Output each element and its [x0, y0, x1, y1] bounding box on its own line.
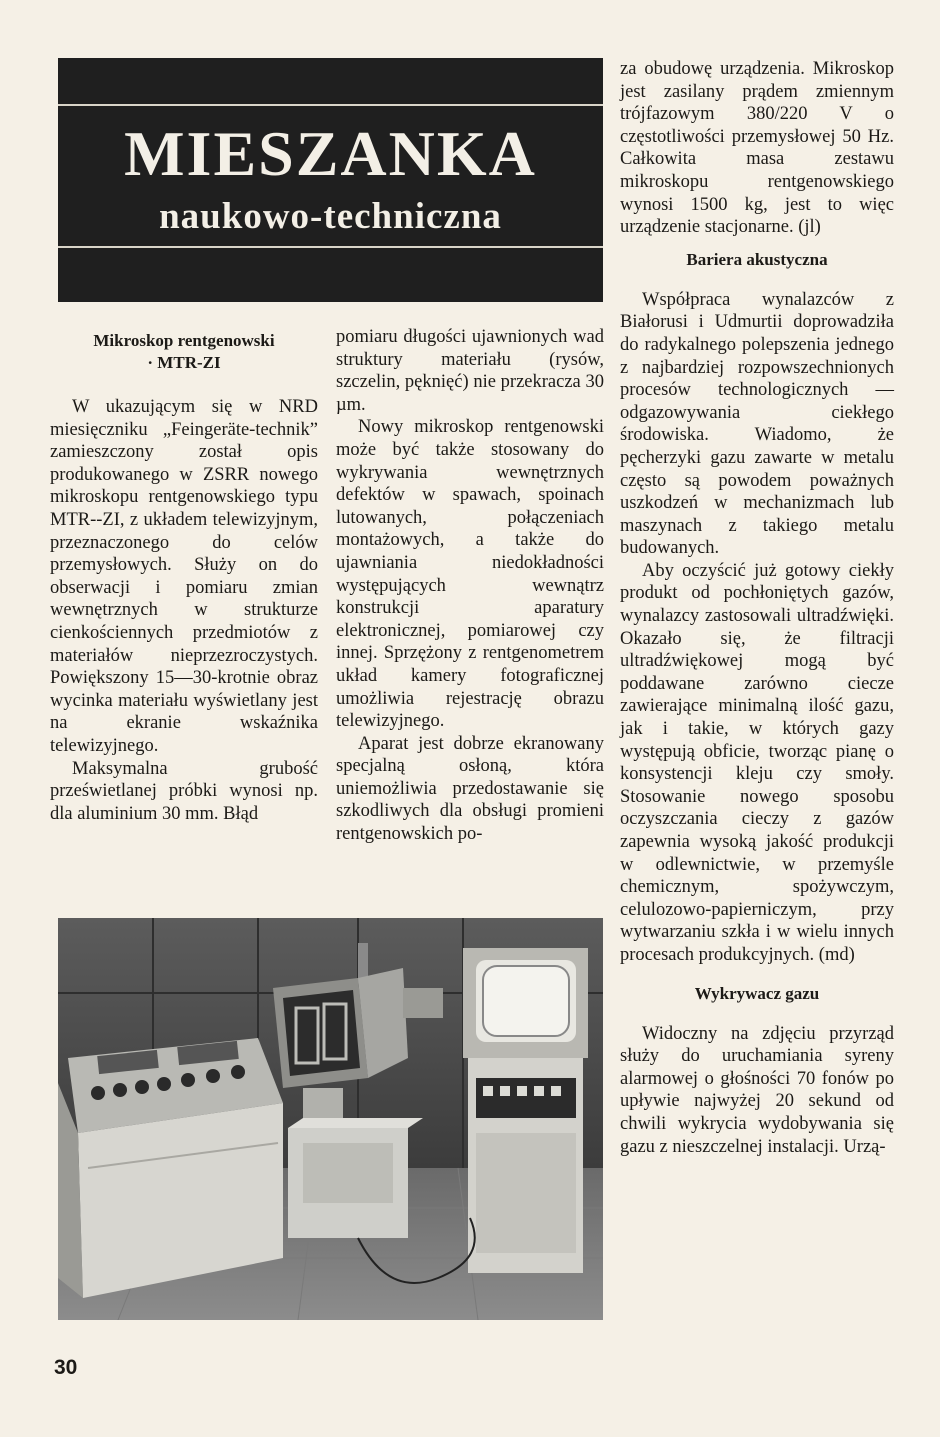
microscope-photo	[58, 918, 603, 1320]
article1-continuation: za obudowę urządzenia. Mikroskop jest zasilany prądem zmiennym trójfazowym 380/220 V o częstotliwości przemysłowej 50 Hz. Całkowita masa zestawu mikroskopu rentgenowskiego wynosi 1500 kg, jest to więc urządzenie stacjonarne. (jl)	[620, 59, 894, 238]
article2-heading: Bariera akustyczna	[686, 249, 828, 269]
banner-rule-top	[58, 104, 603, 106]
article1-paragraph: Maksymalna grubość prześwietlanej próbki wynosi np. dla aluminium 30 mm. Błąd	[50, 758, 318, 824]
article2-paragraph: Aby oczyścić już gotowy ciekły produkt od pochłoniętych gazów, wynalazcy zastosowali ultradźwięki. Okazało się, że filtracji ultradźwiękowej mogą być poddawane zarówno ciecze zawierające minimalną ilość gazu, jak i takie, w których gazy występują obficie, tworząc pianę o konsystencji kleju czy smoły. Stosowanie nowego sposobu oczyszczania cieczy z gazów zapewnia wysoką jakość produkcji w odlewnictwie, w przemyśle chemicznym, spożywczym, celulozowo-papierniczym, przy wytwarzaniu szkła i w wielu innych procesach produkcyjnych. (md)	[620, 560, 894, 965]
article1-paragraph: W ukazującym się w NRD miesięczniku „Feingeräte-technik” zamieszczony został opis produkowanego w ZSRR nowego mikroskopu rentgenowskiego typu MTR--ZI, z układem telewizyjnym, przeznaczonego do celów przemysłowych. Służy on do obserwacji i pomiaru zmian wewnętrznych w strukturze cienkościennych przedmiotów z materiałów nieprzezroczystych. Powiększony 15—30-krotnie obraz wycinka materiału wyświetlany jest na ekranie wskaźnika telewizyjnego.	[50, 397, 318, 756]
article1-heading	[50, 330, 318, 374]
article3-heading: Wykrywacz gazu	[694, 983, 820, 1003]
banner-subtitle: naukowo-techniczna	[159, 196, 502, 237]
article1-paragraph: pomiaru długości ujawnionych wad struktury materiału (rysów, szczelin, pęknięć) nie przekracza 30 µm.	[336, 327, 604, 415]
page-number: 30	[54, 1356, 78, 1379]
article1-heading-line2: · MTR-ZI	[147, 353, 221, 372]
article2-paragraph: Współpraca wynalazców z Białorusi i Udmurtii doprowadziła do radykalnego polepszenia jednego z najbardziej rozpowszechnionych procesów technologicznych — odgazowywania ciekłego środowiska. Wiadomo, że pęcherzyki gazu zawarte w metalu często są powodem poważnych uszkodzeń w mechanizmach lub maszynach z takiego metalu budowanych.	[620, 289, 894, 559]
microscope-photo-illustration	[58, 918, 603, 1320]
banner-title: MIESZANKA	[124, 118, 537, 189]
column-2	[336, 326, 604, 846]
article1-paragraph: Aparat jest dobrze ekranowany specjalną osłoną, która uniemożliwia przedostawanie się szkodliwych dla obsługi promieni rentgenowskich po-	[336, 733, 604, 845]
banner-rule-bottom	[58, 246, 603, 248]
article1-heading-line1: Mikroskop rentgenowski	[93, 331, 275, 350]
article3-paragraph: Widoczny na zdjęciu przyrząd służy do uruchamiania syreny alarmowej o głośności 70 fonów po upływie najwyżej 20 sekund od chwili wykrycia wydobywania się gazu z nieszczelnej instalacji. Urzą-	[620, 1023, 894, 1157]
section-banner	[58, 58, 603, 302]
column-3	[620, 58, 894, 1158]
article1-paragraph: Nowy mikroskop rentgenowski może być także stosowany do wykrywania wewnętrznych defektów w spawach, spoinach lutowanych, połączeniach montażowych, a także do ujawniania niedokładności występujących wewnątrz konstrukcji aparatury elektronicznej, pomiarowej czy innej. Sprzężony z rentgenometrem układ kamery fotograficznej umożliwia rejestrację obrazu telewizyjnego.	[336, 417, 604, 732]
column-1	[50, 330, 318, 825]
